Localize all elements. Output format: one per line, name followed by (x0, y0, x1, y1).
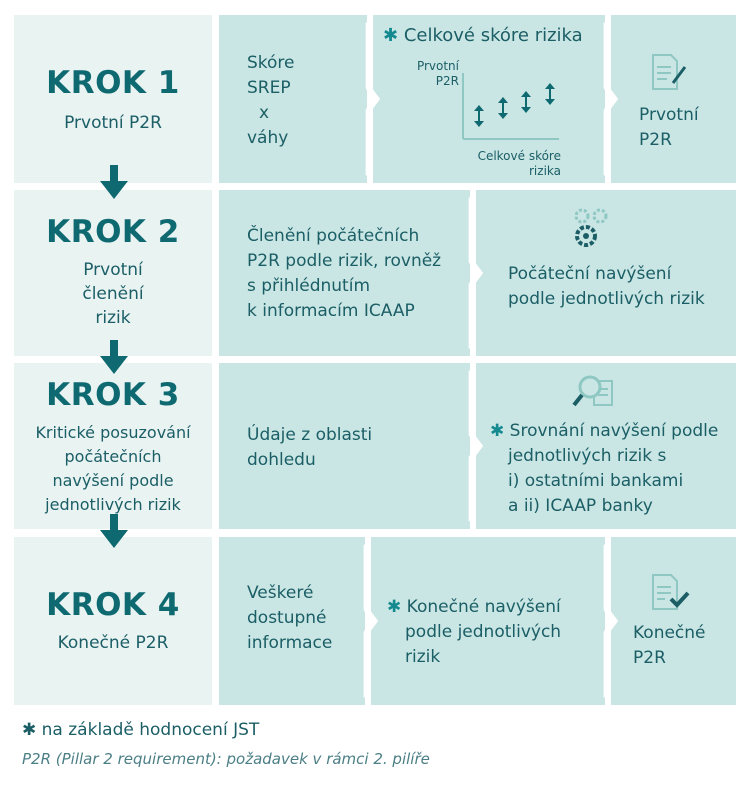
text-line: rizika (529, 164, 561, 178)
chevron-right-icon (600, 537, 620, 705)
subtitle-line: členění (82, 284, 144, 304)
star-icon: ✱ (387, 597, 402, 617)
subtitle-line: jednotlivých rizik (45, 495, 181, 514)
text-line: podle jednotlivých (405, 622, 562, 642)
row1-input-block (219, 15, 367, 183)
step-1-subtitle: Prvotní P2R (64, 113, 162, 133)
row3-input-text (247, 423, 372, 473)
text-line: P2R (435, 74, 459, 88)
step-2-subtitle (14, 258, 212, 330)
step-1-title: KROK 1 (46, 65, 180, 101)
subtitle-line: navýšení podle (52, 471, 174, 490)
row2-output-text (508, 262, 705, 312)
step-3-panel (14, 363, 212, 529)
range-marker-icon (498, 97, 508, 119)
row1-chart-block (373, 15, 605, 183)
text-line: jednotlivých rizik s (508, 446, 667, 466)
document-check-icon (651, 573, 691, 611)
range-marker-icon (474, 105, 484, 127)
text-line: P2R (639, 130, 672, 150)
text-line: Srovnání navýšení podle (509, 421, 719, 441)
text-line: Počáteční navýšení (508, 264, 672, 284)
range-marker-icon (521, 91, 531, 113)
row2-output-block (476, 190, 736, 356)
text-line: P2R (633, 648, 666, 668)
chart-y-label (403, 59, 459, 89)
row3-output-text (490, 419, 718, 519)
row2-input-block (219, 190, 470, 356)
down-arrow-icon (98, 340, 130, 376)
range-marker-icon (545, 83, 555, 105)
text-line: a ii) ICAAP banky (508, 496, 653, 516)
text-line: x (259, 103, 270, 123)
step-3-subtitle (14, 421, 212, 517)
document-pen-icon (651, 53, 691, 91)
text-line: dostupné (247, 608, 327, 628)
text-line: dohledu (247, 450, 316, 470)
row4-output-block (611, 537, 736, 705)
text-line: k informacím ICAAP (247, 301, 415, 321)
row4-middle-text (387, 595, 561, 670)
footnote-star (22, 720, 259, 740)
chart-title (383, 23, 583, 48)
step-2-panel (14, 190, 212, 356)
text-line: i) ostatními bankami (508, 471, 684, 491)
text-line: rizik (405, 647, 441, 667)
row4-middle-block (371, 537, 605, 705)
text-line: Veškeré (247, 583, 314, 603)
step-4-panel (14, 537, 212, 705)
star-icon: ✱ (22, 720, 37, 740)
subtitle-line: Prvotní (83, 260, 143, 280)
footnote-star-text: na základě hodnocení JST (41, 720, 260, 740)
star-icon: ✱ (383, 25, 399, 46)
row4-output-text (633, 621, 706, 671)
row4-input-text (247, 581, 332, 656)
text-line: Celkové skóre (477, 149, 561, 163)
text-line: SREP (247, 78, 291, 98)
down-arrow-icon (98, 165, 130, 201)
chevron-right-icon (600, 15, 620, 183)
subtitle-line: rizik (95, 308, 131, 328)
row4-input-block (219, 537, 365, 705)
step-4-subtitle: Konečné P2R (57, 633, 169, 653)
text-line: Skóre (247, 53, 295, 73)
text-line: Členění počátečních (247, 226, 420, 246)
text-line: Údaje z oblasti (247, 425, 373, 445)
magnifier-document-icon (572, 371, 616, 415)
row2-input-text (247, 224, 441, 324)
text-line: P2R podle rizik, rovněž (247, 251, 442, 271)
step-1-panel (14, 15, 212, 183)
chevron-right-icon (360, 537, 380, 705)
down-arrow-icon (98, 514, 130, 550)
chevron-right-icon (465, 363, 485, 529)
step-2-title: KROK 2 (46, 214, 180, 250)
chart-title-text: Celkové skóre rizika (403, 25, 583, 46)
footnote-p2r: P2R (Pillar 2 requirement): požadavek v rámci 2. pilíře (22, 750, 430, 768)
chart-x-label (461, 149, 561, 179)
text-line: váhy (247, 128, 289, 148)
row1-input-text (247, 51, 295, 151)
row1-output-text (639, 103, 699, 153)
row3-input-block (219, 363, 470, 529)
step-4-title: KROK 4 (46, 587, 180, 623)
step-3-title: KROK 3 (46, 377, 180, 413)
chevron-right-icon (465, 190, 485, 356)
text-line: Prvotní (416, 59, 459, 73)
subtitle-line: počátečních (64, 447, 162, 466)
text-line: podle jednotlivých rizik (508, 289, 705, 309)
star-icon: ✱ (490, 421, 505, 441)
text-line: Konečné (633, 623, 706, 643)
text-line: informace (247, 633, 333, 653)
text-line: Prvotní (639, 105, 699, 125)
chevron-right-icon (362, 15, 382, 183)
gears-icon (570, 206, 616, 250)
scatter-range-chart (461, 73, 561, 143)
row1-output-block (611, 15, 736, 183)
subtitle-line: Kritické posuzování (35, 423, 191, 442)
text-line: Konečné navýšení (406, 597, 561, 617)
text-line: s přihlédnutím (247, 276, 371, 296)
row3-output-block (476, 363, 736, 529)
